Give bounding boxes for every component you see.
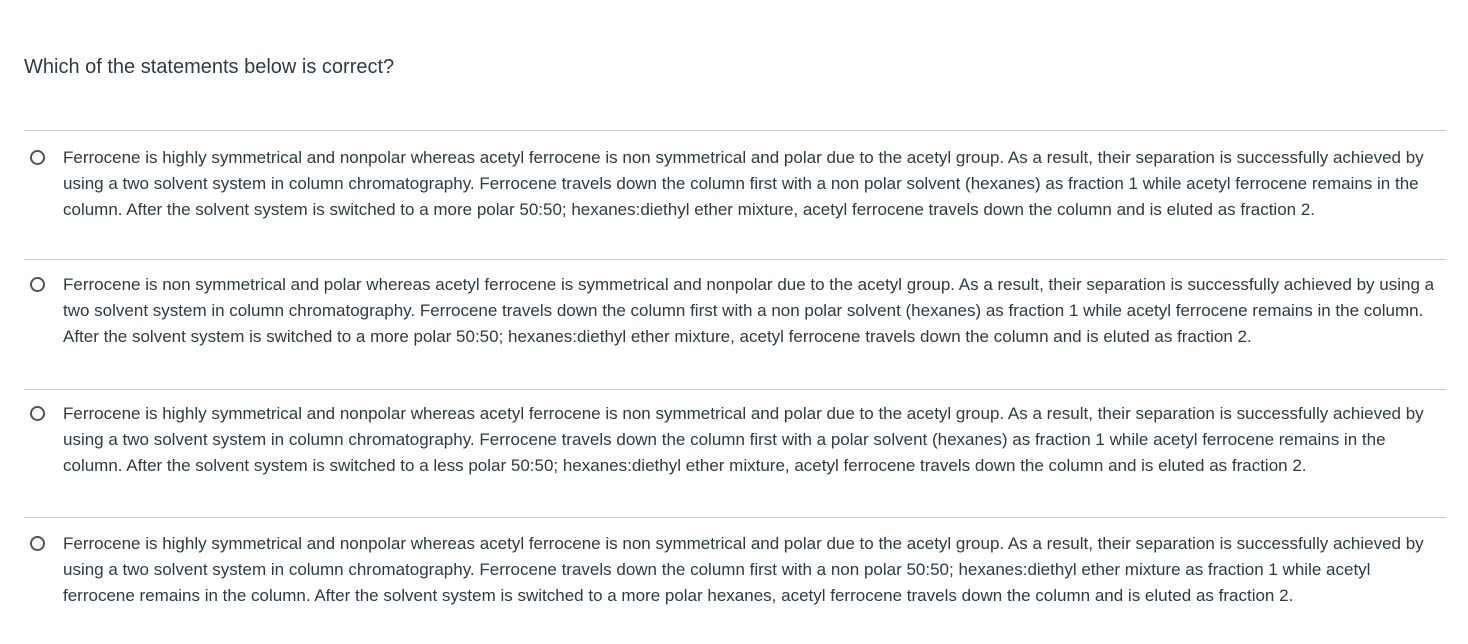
- answer-option-3[interactable]: [24, 389, 1446, 517]
- answer-option-2[interactable]: [24, 259, 1446, 389]
- radio-unchecked-icon[interactable]: [30, 277, 45, 292]
- radio-unchecked-icon[interactable]: [30, 406, 45, 421]
- answer-label: Ferrocene is highly symmetrical and nonpolar whereas acetyl ferrocene is non symmetrical and polar due to the acetyl group. As a result, their separation is successfully achieved by using a two solvent system in column chromatography. Ferrocene travels down the column first with a non polar solvent (hexanes) as fraction 1 while acetyl ferrocene remains in the column. After the solvent system is switched to a more polar 50:50; hexanes:diethyl ether mixture, acetyl ferrocene travels down the column and is eluted as fraction 2.: [63, 148, 1424, 219]
- question-text: Which of the statements below is correct?: [24, 56, 395, 78]
- radio-unchecked-icon[interactable]: [30, 536, 45, 551]
- answer-option-4[interactable]: [24, 517, 1446, 631]
- answer-label: Ferrocene is highly symmetrical and nonpolar whereas acetyl ferrocene is non symmetrical and polar due to the acetyl group. As a result, their separation is successfully achieved by using a two solvent system in column chromatography. Ferrocene travels down the column first with a polar solvent (hexanes) as fraction 1 while acetyl ferrocene remains in the column. After the solvent system is switched to a less polar 50:50; hexanes:diethyl ether mixture, acetyl ferrocene travels down the column and is eluted as fraction 2.: [63, 404, 1424, 475]
- answer-label: Ferrocene is highly symmetrical and nonpolar whereas acetyl ferrocene is non symmetrical and polar due to the acetyl group. As a result, their separation is successfully achieved by using a two solvent system in column chromatography. Ferrocene travels down the column first with a non polar 50:50; hexanes:diethyl ether mixture as fraction 1 while acetyl ferrocene remains in the column. After the solvent system is switched to a more polar hexanes, acetyl ferrocene travels down the column and is eluted as fraction 2.: [63, 534, 1424, 605]
- answer-list: [24, 130, 1446, 631]
- radio-unchecked-icon[interactable]: [30, 150, 45, 165]
- answer-option-1[interactable]: [24, 130, 1446, 259]
- answer-label: Ferrocene is non symmetrical and polar whereas acetyl ferrocene is symmetrical and nonpolar due to the acetyl group. As a result, their separation is successfully achieved by using a two solvent system in column chromatography. Ferrocene travels down the column first with a non polar solvent (hexanes) as fraction 1 while acetyl ferrocene remains in the column. After the solvent system is switched to a more polar 50:50; hexanes:diethyl ether mixture, acetyl ferrocene travels down the column and is eluted as fraction 2.: [63, 275, 1435, 346]
